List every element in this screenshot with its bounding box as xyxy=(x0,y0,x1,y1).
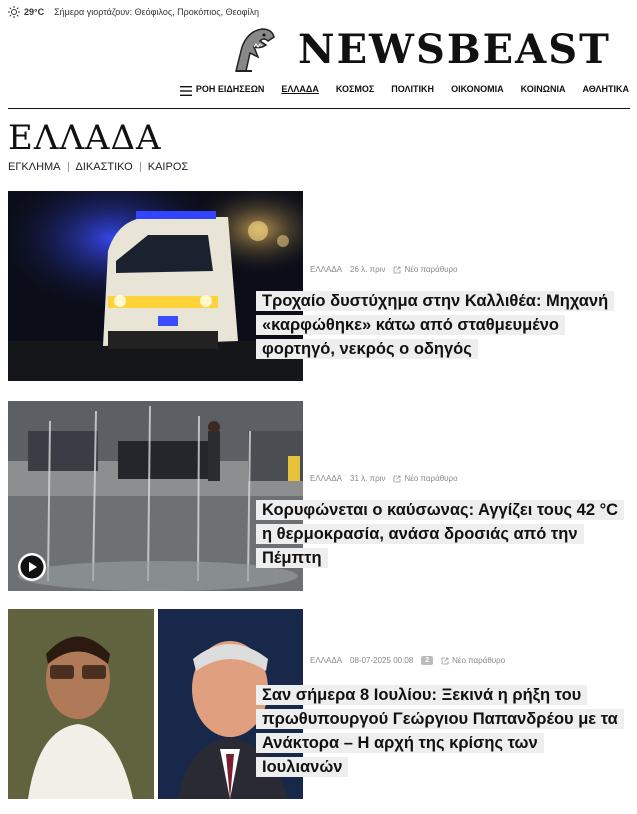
article-headline[interactable]: Κορυφώνεται ο καύσωνας: Αγγίζει τους 42 °C η θερμοκρασία, ανάσα δροσιάς από την Πέμπτη xyxy=(256,498,626,570)
article-category[interactable]: ΕΛΛΑΔΑ xyxy=(310,265,343,274)
article-headline[interactable]: Σαν σήμερα 8 Ιουλίου: Ξεκινά η ρήξη του πρωθυπουργού Γεώργιου Παπανδρέου με τα Ανάκτορα – Η αρχή της κρίσης των Ιουλιανών xyxy=(256,683,626,779)
nav-item-koinonia[interactable]: ΚΟΙΝΩΝΙΑ xyxy=(520,84,566,94)
article-meta xyxy=(310,474,458,483)
site-logo[interactable] xyxy=(232,26,611,73)
article-time: 26 λ. πριν xyxy=(350,265,386,274)
nav-list xyxy=(196,84,629,94)
nav-item-politiki[interactable]: ΠΟΛΙΤΙΚΗ xyxy=(391,84,435,94)
subnav-item-egklima[interactable]: ΕΓΚΛΗΜΑ xyxy=(8,161,61,173)
divider xyxy=(8,108,630,109)
nav-item-ellada[interactable]: ΕΛΛΑΔΑ xyxy=(281,84,319,94)
nav-item-kosmos[interactable]: ΚΟΣΜΟΣ xyxy=(335,84,375,94)
brand-name: NEWSBEAST xyxy=(298,26,611,73)
subnav-item-dikastiko[interactable]: ΔΙΚΑΣΤΙΚΟ xyxy=(75,161,133,173)
weather-bar xyxy=(8,4,259,20)
article-category[interactable]: ΕΛΛΑΔΑ xyxy=(310,656,343,665)
nameday-text: Σήμερα γιορτάζουν: Θεόφιλος, Προκόπιος, Θεοφίλη xyxy=(54,7,259,17)
nav-item-roi-eidiseon[interactable]: ΡΟΗ ΕΙΔΗΣΕΩΝ xyxy=(195,84,265,94)
comments-badge[interactable]: 2 xyxy=(421,656,433,665)
main-nav xyxy=(0,84,637,102)
article-meta xyxy=(310,656,505,665)
article-meta xyxy=(310,265,458,274)
subnav-item-kairos[interactable]: ΚΑΙΡΟΣ xyxy=(147,161,189,173)
shark-icon xyxy=(232,27,276,73)
new-window-link[interactable]: Νέο παράθυρο xyxy=(393,265,457,274)
new-window-link[interactable]: Νέο παράθυρο xyxy=(393,474,457,483)
new-window-link[interactable]: Νέο παράθυρο xyxy=(441,656,505,665)
article-time: 31 λ. πριν xyxy=(350,474,386,483)
article-card[interactable] xyxy=(8,191,630,381)
section-subnav xyxy=(8,161,188,173)
article-card[interactable] xyxy=(8,609,630,799)
article-time: 08-07-2025 00:08 xyxy=(350,656,414,665)
new-window-icon xyxy=(441,657,449,665)
menu-icon[interactable] xyxy=(180,85,192,97)
temperature: 29°C xyxy=(24,7,45,17)
subnav-divider xyxy=(68,162,69,172)
new-window-icon xyxy=(393,475,401,483)
article-headline[interactable]: Τροχαίο δυστύχημα στην Καλλιθέα: Μηχανή «καρφώθηκε» κάτω από σταθμευμένο φορτηγό, νεκρός ο οδηγός xyxy=(256,289,626,361)
article-category[interactable]: ΕΛΛΑΔΑ xyxy=(310,474,343,483)
sun-icon xyxy=(8,6,20,18)
new-window-icon xyxy=(393,266,401,274)
subnav-divider xyxy=(140,162,141,172)
nav-item-athlitika[interactable]: ΑΘΛΗΤΙΚΑ xyxy=(582,84,629,94)
article-card[interactable] xyxy=(8,401,630,591)
page-title: ΕΛΛΑΔΑ xyxy=(8,118,162,158)
play-icon[interactable] xyxy=(18,553,46,581)
nav-item-oikonomia[interactable]: ΟΙΚΟΝΟΜΙΑ xyxy=(451,84,504,94)
